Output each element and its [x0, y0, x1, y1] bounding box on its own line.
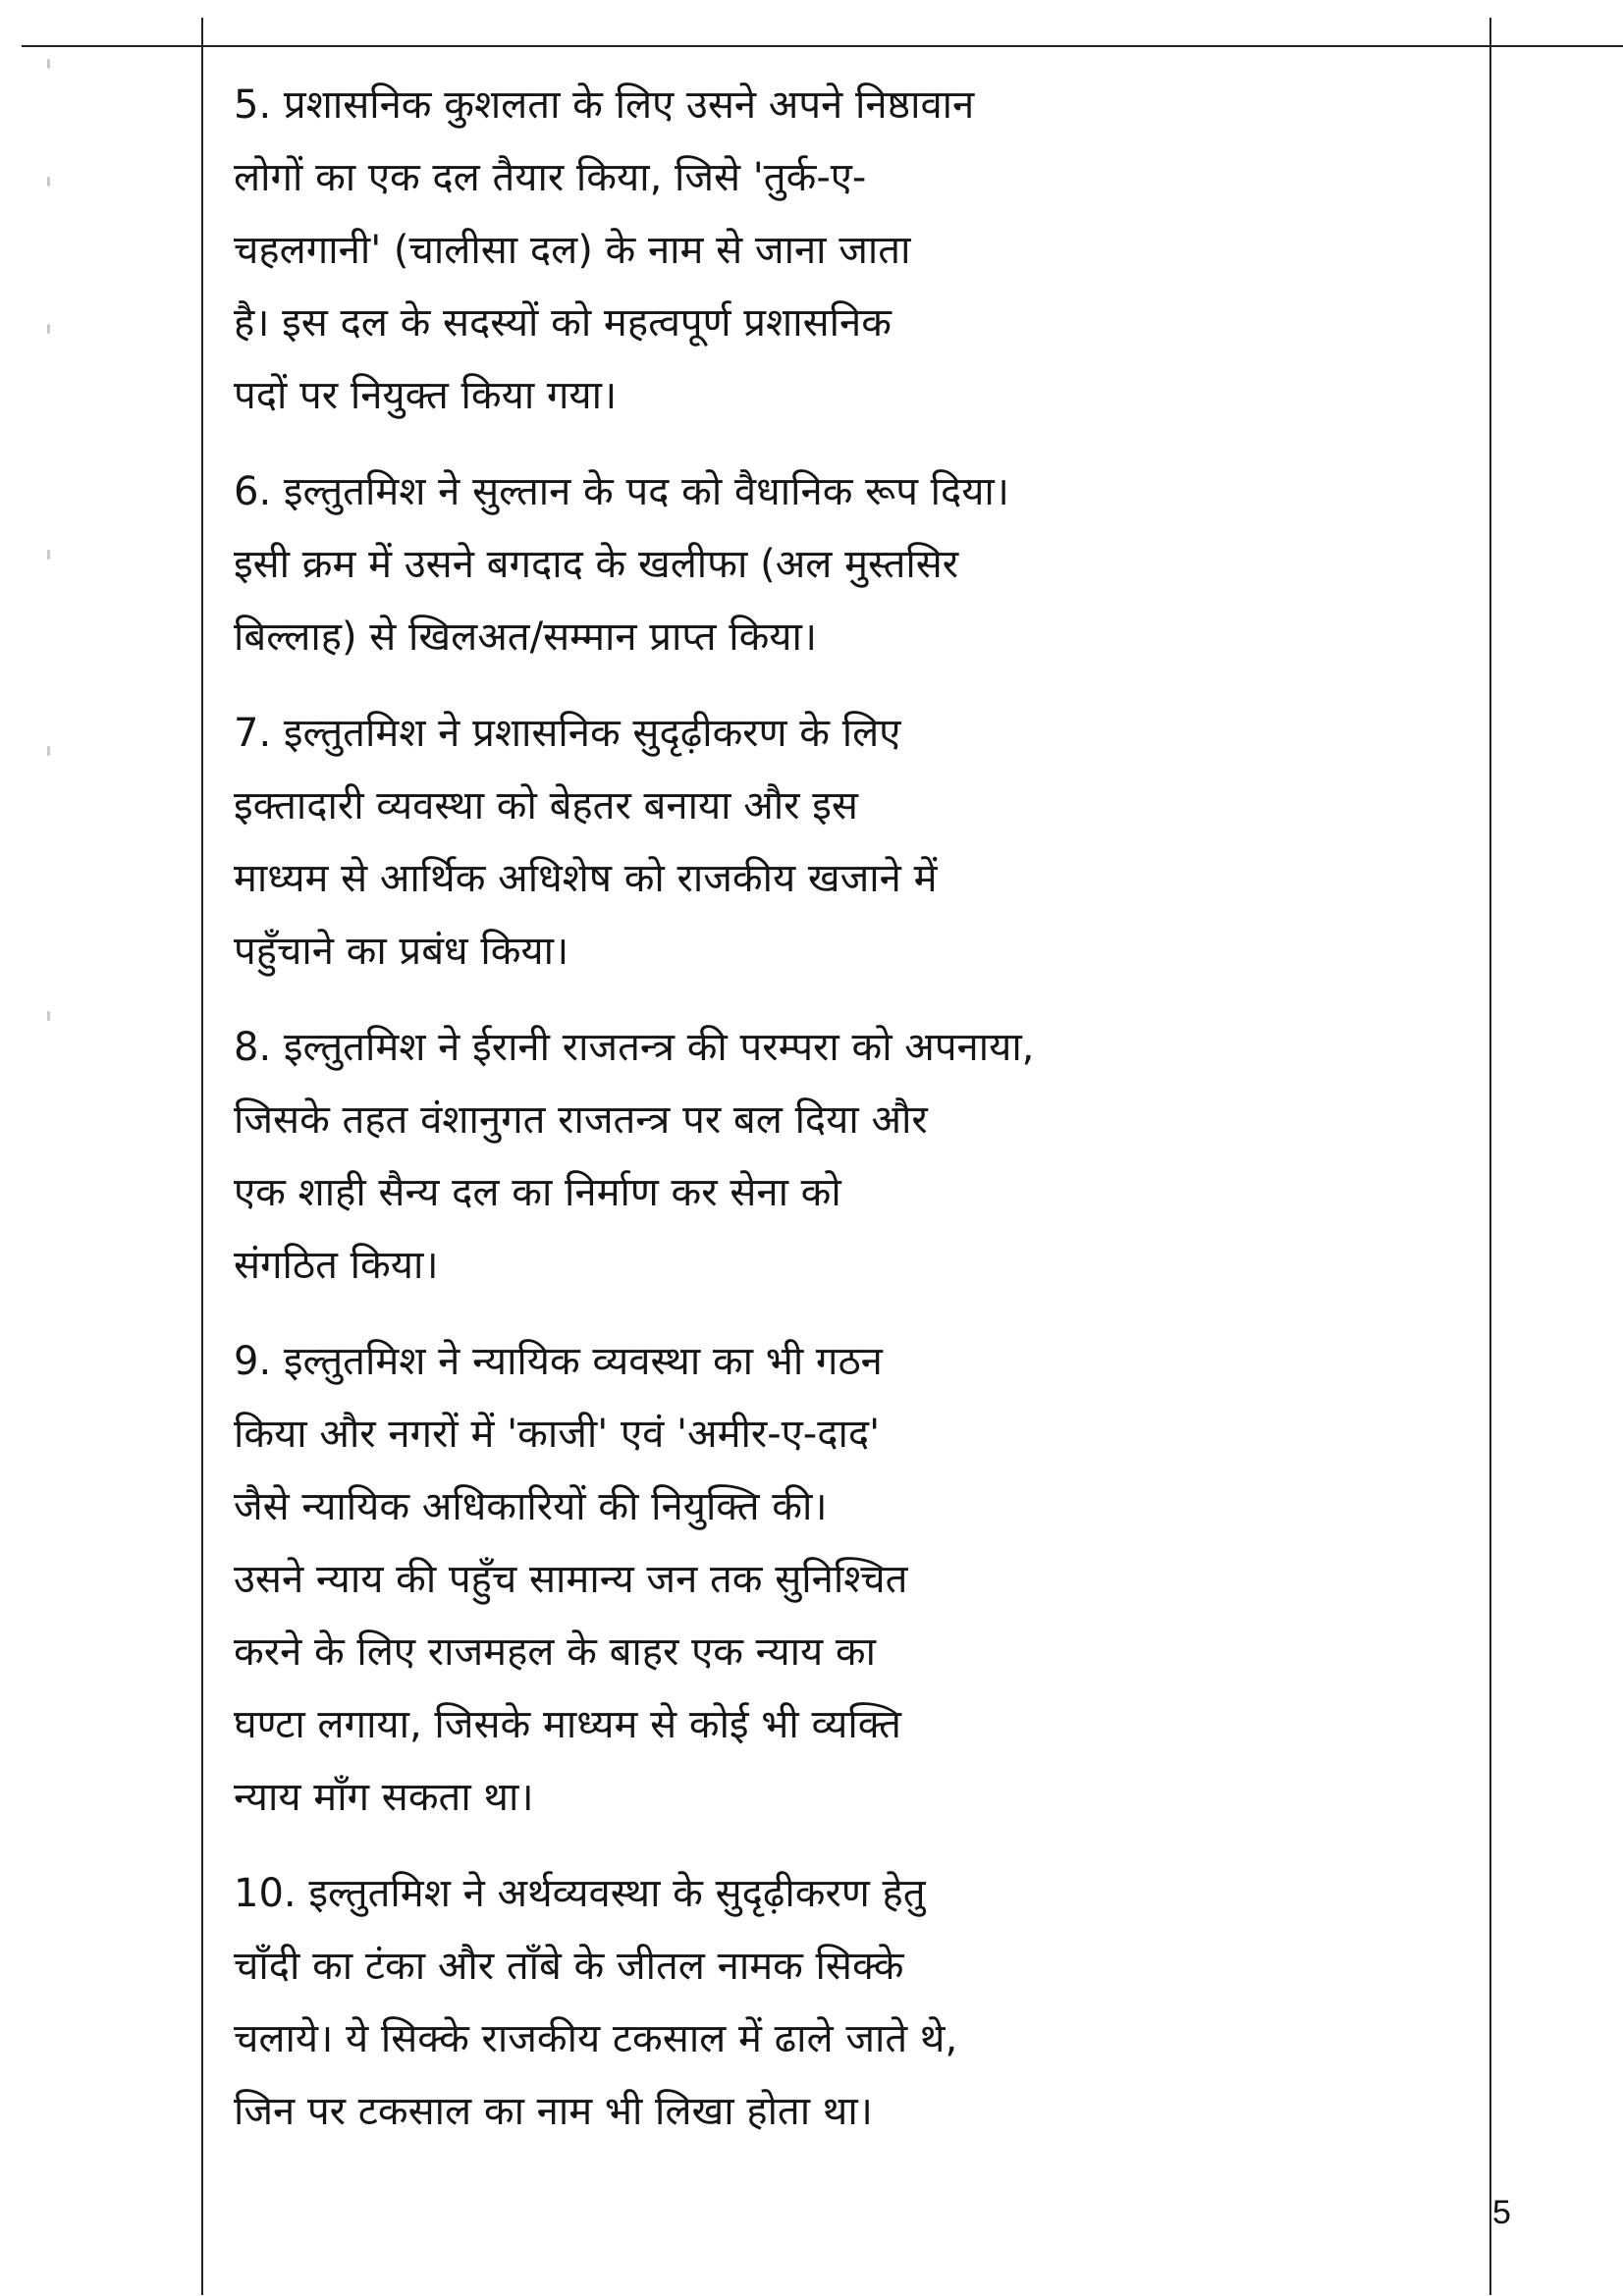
scan-speck: [47, 177, 50, 187]
text-line: चहलगानी' (चालीसा दल) के नाम से जाना जाता: [234, 228, 911, 273]
text-line: लोगों का एक दल तैयार किया, जिसे 'तुर्क-ए-: [234, 155, 867, 200]
left-margin-line: [201, 18, 203, 2295]
text-line: इसी क्रम में उसने बगदाद के खलीफा (अल मुस्तसिर: [234, 542, 959, 587]
text-line: 10. इल्तुतमिश ने अर्थव्यवस्था के सुदृढ़ीकरण हेतु: [234, 1871, 926, 1916]
text-line: है। इस दल के सदस्यों को महत्वपूर्ण प्रशासनिक: [234, 300, 892, 346]
answer-point-10: [234, 1857, 1510, 2148]
text-line: किया और नगरों में 'काजी' एवं 'अमीर-ए-दाद': [234, 1412, 881, 1457]
text-line: इक्तादारी व्यवस्था को बेहतर बनाया और इस: [234, 783, 858, 828]
text-line: बिल्लाह) से खिलअत/सम्मान प्राप्त किया।: [234, 614, 818, 660]
page-number: 5: [1492, 2194, 1511, 2231]
text-line: 8. इल्तुतमिश ने ईरानी राजतन्त्र की परम्परा को अपनाया,: [234, 1025, 1035, 1070]
answer-point-6: [234, 455, 1510, 673]
text-line: पहुँचाने का प्रबंध किया।: [234, 929, 569, 974]
scan-speck: [47, 746, 50, 756]
text-line: चाँदी का टंका और ताँबे के जीतल नामक सिक्के: [234, 1944, 904, 1989]
text-line: जैसे न्यायिक अधिकारियों की नियुक्ति की।: [234, 1484, 828, 1529]
text-line: माध्यम से आर्थिक अधिशेष को राजकीय खजाने में: [234, 856, 938, 901]
answer-point-7: [234, 697, 1510, 988]
answer-point-5: [234, 69, 1510, 432]
text-line: करने के लिए राजमहल के बाहर एक न्याय का: [234, 1629, 876, 1675]
text-line: पदों पर नियुक्त किया गया।: [234, 373, 618, 418]
text-line: चलाये। ये सिक्के राजकीय टकसाल में ढाले जाते थे,: [234, 2016, 958, 2061]
text-line: जिसके तहत वंशानुगत राजतन्त्र पर बल दिया और: [234, 1097, 928, 1143]
top-rule-line: [22, 45, 1623, 47]
scan-speck: [47, 550, 50, 560]
text-line: जिन पर टकसाल का नाम भी लिखा होता था।: [234, 2089, 873, 2134]
text-line: 5. प्रशासनिक कुशलता के लिए उसने अपने निष्ठावान: [234, 82, 975, 128]
text-line: उसने न्याय की पहुँच सामान्य जन तक सुनिश्चित: [234, 1557, 908, 1602]
scan-speck: [47, 324, 50, 334]
handwritten-answer: [234, 69, 1510, 2171]
text-line: 9. इल्तुतमिश ने न्यायिक व्यवस्था का भी गठन: [234, 1339, 883, 1384]
text-line: संगठित किया।: [234, 1243, 439, 1288]
answer-point-9: [234, 1325, 1510, 1834]
text-line: एक शाही सैन्य दल का निर्माण कर सेना को: [234, 1170, 841, 1215]
scan-speck: [47, 59, 50, 69]
scan-speck: [47, 1011, 50, 1021]
text-line: 7. इल्तुतमिश ने प्रशासनिक सुदृढ़ीकरण के लिए: [234, 711, 901, 756]
text-line: न्याय माँग सकता था।: [234, 1775, 534, 1820]
answer-point-8: [234, 1011, 1510, 1302]
text-line: घण्टा लगाया, जिसके माध्यम से कोई भी व्यक्ति: [234, 1702, 901, 1747]
text-line: 6. इल्तुतमिश ने सुल्तान के पद को वैधानिक रूप दिया।: [234, 469, 1009, 514]
